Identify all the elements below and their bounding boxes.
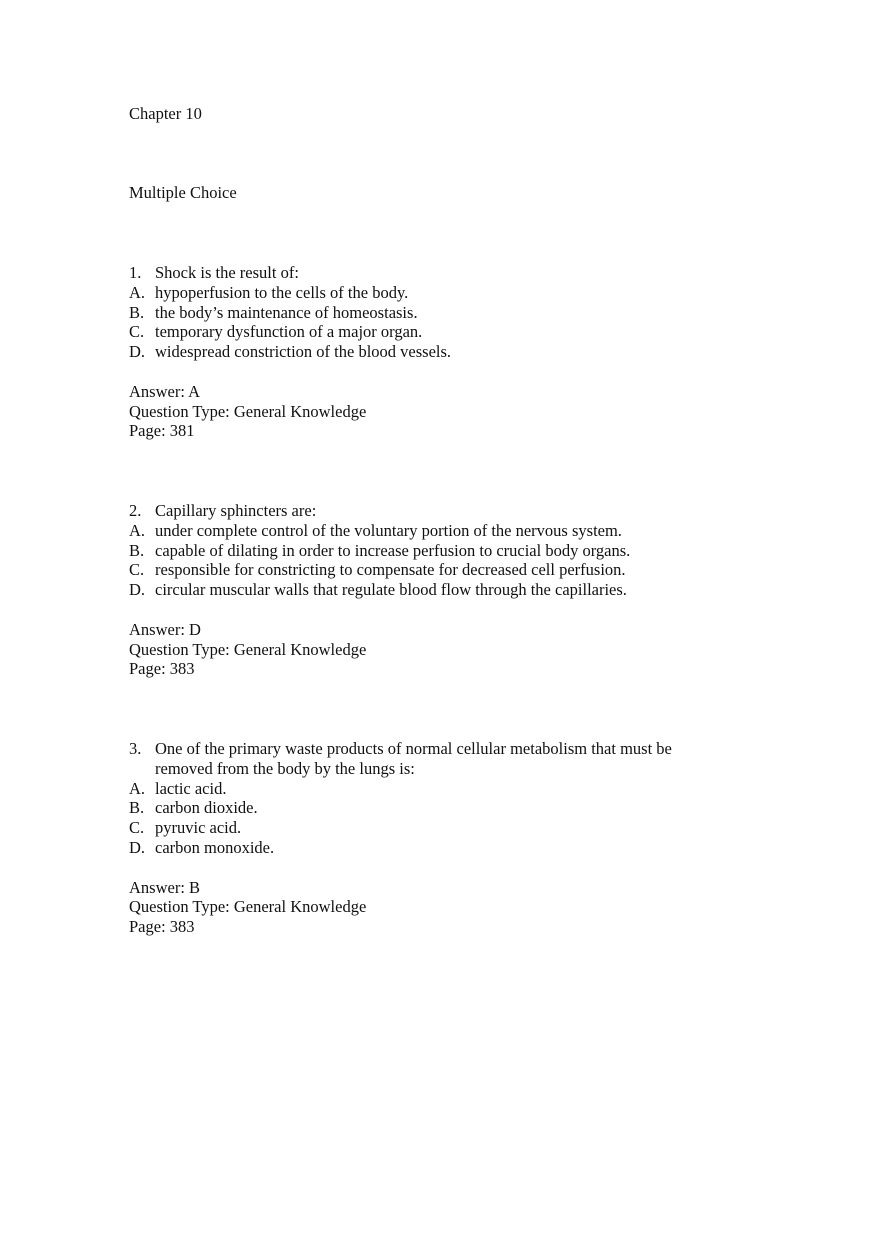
answer-block [129,878,749,937]
section-heading: Multiple Choice [129,183,237,202]
question-text: One of the primary waste products of normal cellular metabolism that must be [155,739,672,758]
option-d [129,342,749,362]
option-a [129,779,749,799]
question-text: Capillary sphincters are: [155,501,317,520]
page-reference-line: Page: 381 [129,421,195,441]
option-letter: C. [129,322,145,342]
option-text: pyruvic acid. [155,818,242,838]
question-text: Shock is the result of: [155,263,299,282]
question-2 [129,501,749,679]
option-letter: A. [129,520,146,540]
page-reference-line: Page: 383 [129,917,195,937]
question-number: 3. [129,739,142,758]
option-b [129,303,749,323]
answer-line: Answer: B [129,877,201,897]
option-letter: D. [129,580,146,600]
question-1 [129,263,749,441]
option-letter: B. [129,540,145,560]
option-text: capable of dilating in order to increase perfusion to crucial body organs. [155,540,631,560]
option-d [129,580,749,600]
option-letter: A. [129,778,146,798]
question-3 [129,739,749,937]
option-letter: B. [129,302,145,322]
answer-block [129,382,749,441]
option-text: temporary dysfunction of a major organ. [155,322,423,342]
question-type-line: Question Type: General Knowledge [129,401,367,421]
question-type-line: Question Type: General Knowledge [129,897,367,917]
option-d [129,838,749,858]
option-text: responsible for constricting to compensate for decreased cell perfusion. [155,560,626,580]
option-c [129,560,749,580]
option-c [129,818,749,838]
option-text: the body’s maintenance of homeostasis. [155,302,418,322]
option-text: carbon monoxide. [155,837,275,857]
option-letter: D. [129,837,146,857]
question-number: 2. [129,501,142,520]
option-a [129,283,749,303]
question-number: 1. [129,263,142,282]
chapter-heading: Chapter 10 [129,104,202,123]
question-stem [129,739,749,759]
answer-block [129,620,749,679]
option-letter: D. [129,342,146,362]
page-reference-line: Page: 383 [129,659,195,679]
option-c [129,322,749,342]
question-type-line: Question Type: General Knowledge [129,639,367,659]
answer-line: Answer: A [129,381,201,401]
option-text: under complete control of the voluntary portion of the nervous system. [155,520,622,540]
answer-line: Answer: D [129,619,201,639]
option-text: carbon dioxide. [155,798,258,818]
question-text-continued: removed from the body by the lungs is: [155,758,415,778]
option-b [129,798,749,818]
option-letter: C. [129,560,145,580]
option-text: lactic acid. [155,778,227,798]
option-letter: A. [129,282,146,302]
option-text: hypoperfusion to the cells of the body. [155,282,409,302]
option-letter: C. [129,818,145,838]
option-b [129,541,749,561]
question-stem [129,263,749,283]
option-letter: B. [129,798,145,818]
option-a [129,521,749,541]
option-text: circular muscular walls that regulate blood flow through the capillaries. [155,580,627,600]
question-stem [129,501,749,521]
option-text: widespread constriction of the blood vessels. [155,342,452,362]
